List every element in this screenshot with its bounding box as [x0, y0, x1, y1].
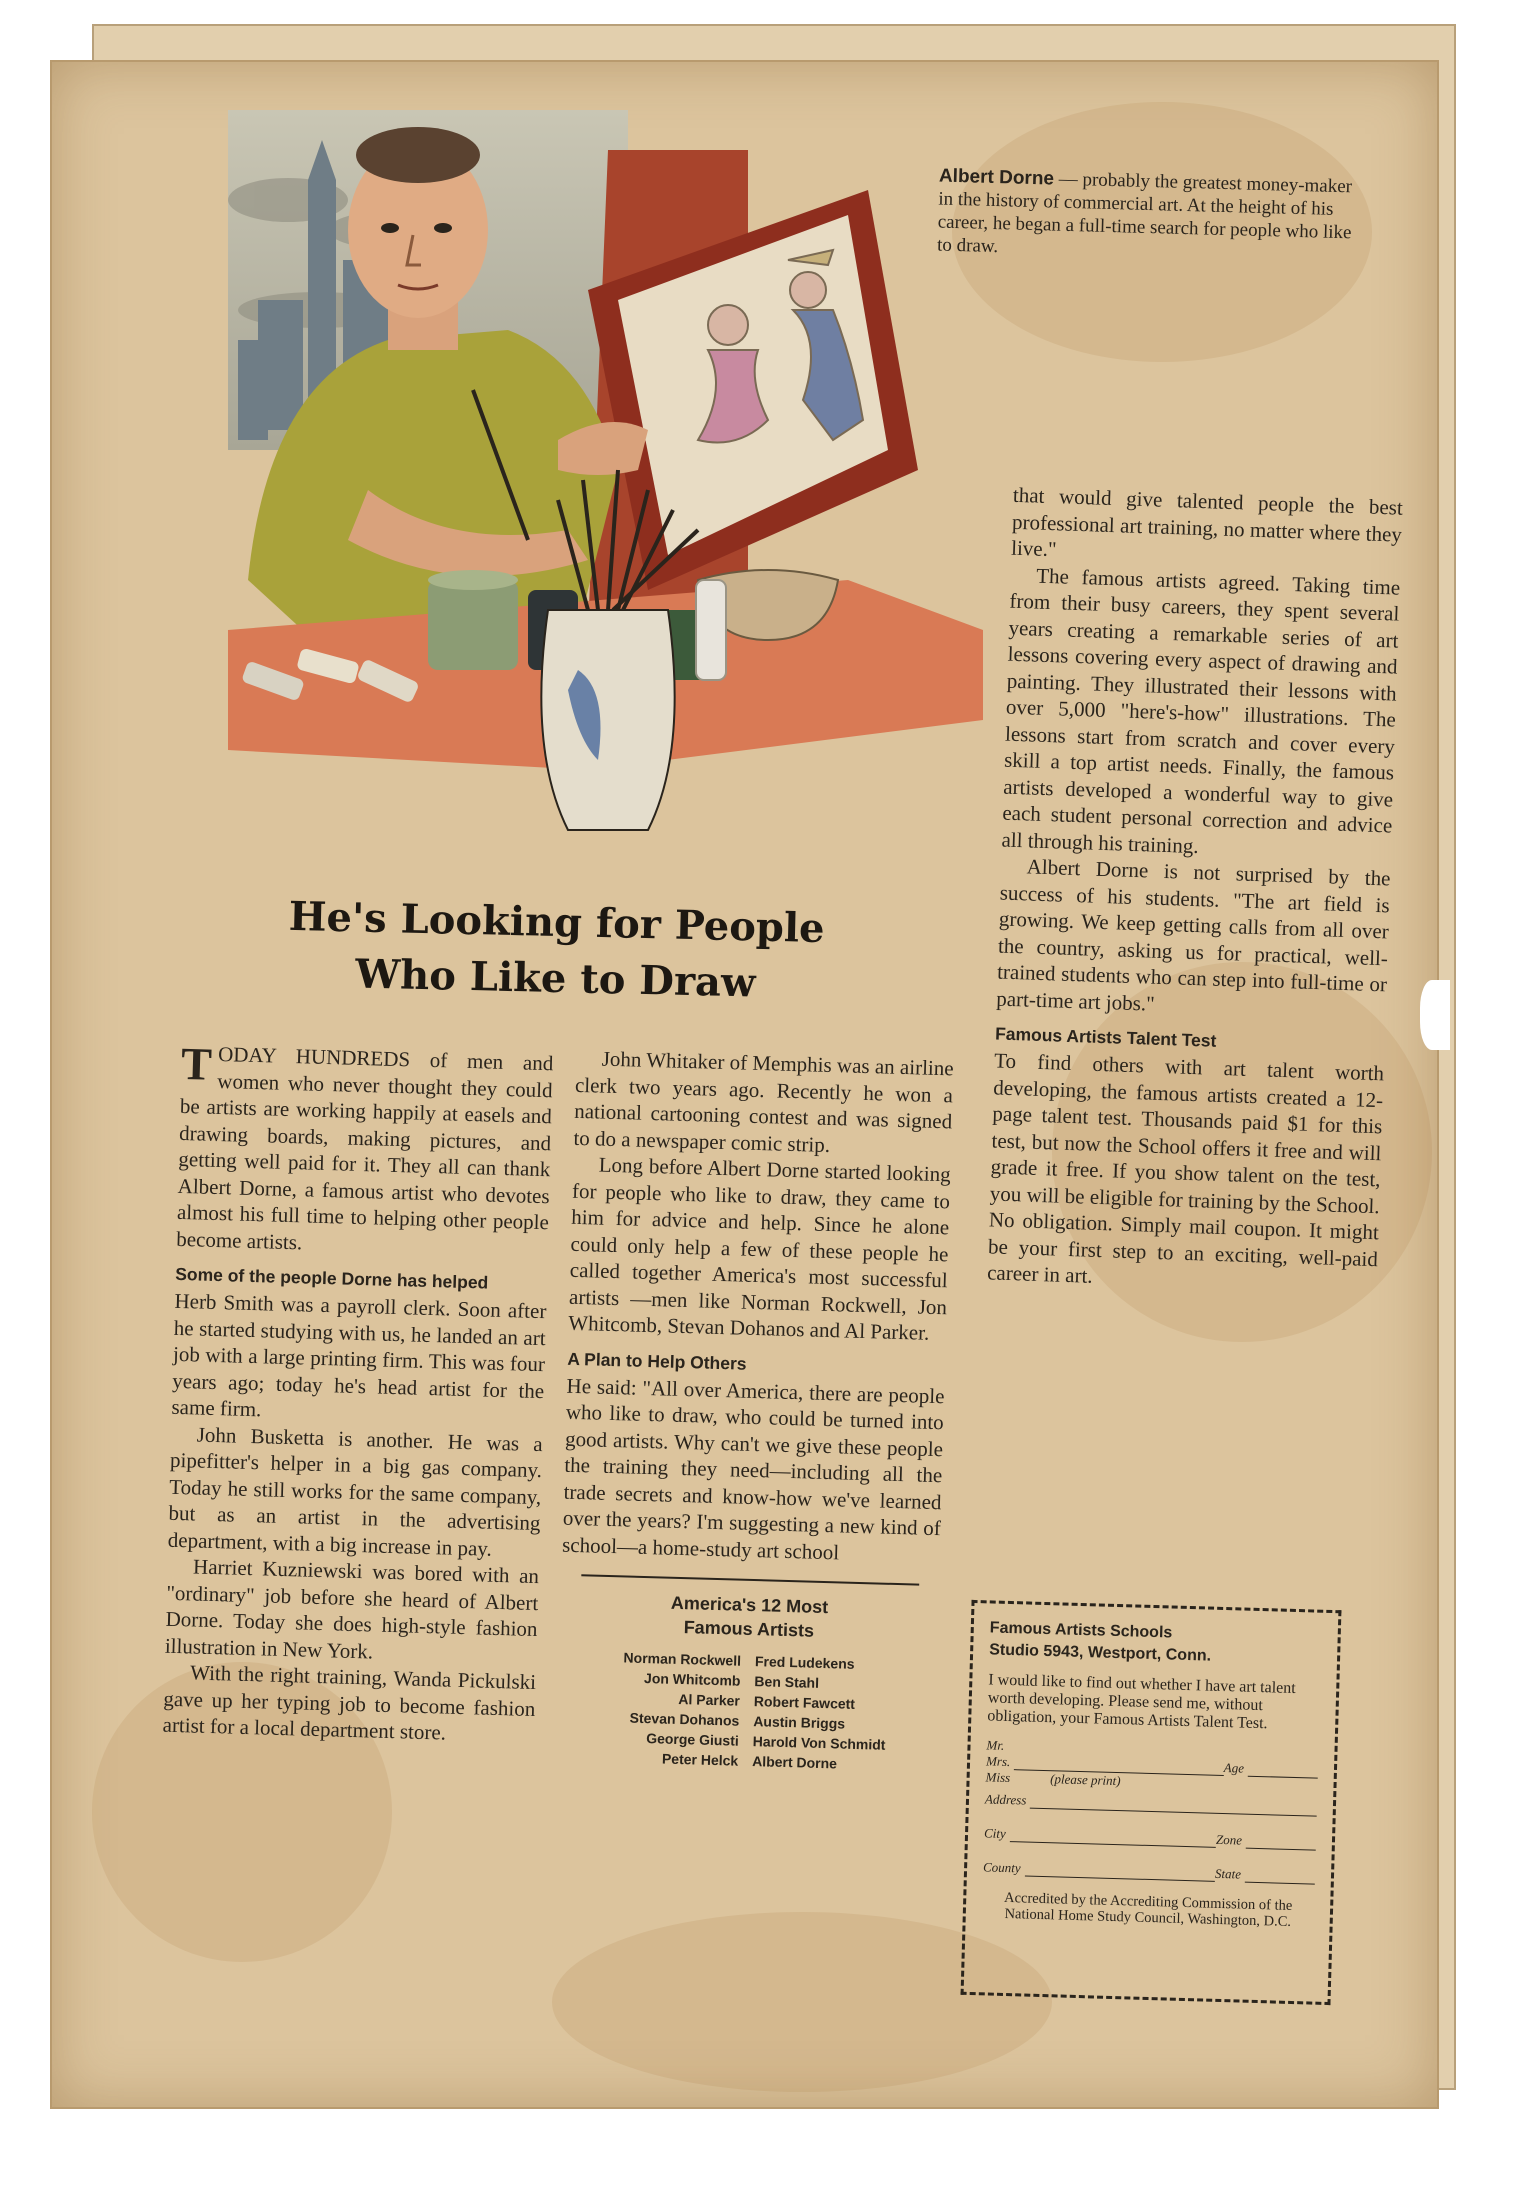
- artists-right-column: [752, 1651, 937, 1776]
- article-column-1: [162, 1037, 554, 1749]
- artist-name: Ben Stahl: [754, 1673, 820, 1691]
- headline-line-1: He's Looking for People: [288, 892, 826, 953]
- artist-name: Norman Rockwell: [623, 1649, 742, 1669]
- illustration-caption: [937, 165, 1359, 268]
- famous-artists-title: America's 12 Most Famous Artists: [670, 1592, 829, 1641]
- coupon-school: Famous Artists Schools: [989, 1619, 1173, 1642]
- artists-left-column: [556, 1646, 741, 1771]
- artist-illustration: [228, 110, 983, 900]
- ad-headline: [235, 888, 877, 1014]
- col3-paragraph-4: To find others with art talent worth developing, the famous artists created a 12-page talent test. Thousands paid $1 for this test, but now the School offers it free and will grade it free. If you show talent on the test, you will be eligible for training by the School. No obligation. Simply mail coupon. It might be your first step to an exciting, well-paid career in art.: [986, 1048, 1385, 1288]
- artist-name: Albert Dorne: [751, 1753, 838, 1772]
- col3-subhead: Famous Artists Talent Test: [994, 1023, 1217, 1051]
- glass-bottle: [696, 580, 726, 680]
- col2-paragraph-3: He said: "All over America, there are people who like to draw, who could be turned into good artists. Why can't we give these people the training they need—including all the trade secrets and know-how we've learned over the years? I'm suggesting a new kind of school—a home-study art school: [561, 1373, 945, 1564]
- coupon-studio: Studio 5943, Westport, Conn.: [988, 1641, 1212, 1665]
- torn-edge: [1420, 980, 1450, 1050]
- artist-name: Al Parker: [678, 1690, 741, 1709]
- col1-paragraph-2: Herb Smith was a payroll clerk. Soon after he started studying with us, he landed an art job with a large printing firm. This was four years ago; today he's head artist for the same firm.: [171, 1288, 547, 1422]
- col1-paragraph-4: Harriet Kuzniewski was bored with an "ordinary" job before she heard of Albert Dorne. Today she does high-style fashion illustration in New York.: [164, 1554, 540, 1664]
- article-column-2: [556, 1045, 954, 1776]
- artist-name: Austin Briggs: [753, 1713, 846, 1732]
- famous-artists-list: [556, 1646, 937, 1777]
- artist-name: Jon Whitcomb: [643, 1670, 741, 1689]
- col3-paragraph-1: that would give talented people the best professional art training, no matter where they live.": [1010, 482, 1404, 562]
- col1-paragraph-3: John Busketta is another. He was a pipefitter's helper in a big gas company. Today he still works for the same company, but as an artist in the advertising department, with a big increase in pay.: [167, 1422, 544, 1561]
- col2-paragraph-1: John Whitaker of Memphis was an airline clerk two years ago. Recently he won a national cartooning contest and was signed to do a newspaper comic strip.: [573, 1046, 954, 1157]
- col1-paragraph-5: With the right training, Wanda Pickulski gave up her typing job to become fashion artist for a local department store.: [162, 1660, 537, 1745]
- accreditation-note: Accredited by the Accrediting Commission of the National Home Study Council, Washington, D.C.: [1003, 1889, 1293, 1930]
- drop-cap: T: [180, 1037, 213, 1090]
- coupon-request-text: I would like to find out whether I have art talent worth developing. Please send me, without obligation, your Famous Artists Talent Test.: [987, 1671, 1296, 1733]
- col3-paragraph-3: Albert Dorne is not surprised by the success of his students. "The art field is growing. We keep getting calls from all over the country, asking us for practical, well-trained students who can step into full-time or part-time art jobs.": [995, 854, 1391, 1016]
- coupon-county-state-field[interactable]: County State: [983, 1859, 1315, 1884]
- col2-subhead: A Plan to Help Others: [567, 1348, 747, 1374]
- mail-coupon[interactable]: [961, 1600, 1342, 2005]
- coupon-name-field[interactable]: Mrs. Age: [986, 1753, 1318, 1778]
- caption-name: Albert Dorne: [938, 165, 1055, 190]
- artist-name: Peter Helck: [661, 1750, 739, 1769]
- coupon-address-field[interactable]: Address: [985, 1791, 1317, 1816]
- coupon-mr-line: Mr.: [986, 1737, 1005, 1753]
- col1-paragraph-1: TODAY HUNDREDS of men and women who never thought they could be artists are working happily at easels and drawing boards, making pictures, and getting well paid for it. They all can thank Albert Dorne, a famous artist who devotes almost his full time to helping other people become artists.: [175, 1037, 554, 1254]
- artist-name: Harold Von Schmidt: [752, 1733, 886, 1753]
- headline-line-2: Who Like to Draw: [354, 950, 756, 1007]
- artist-name: Fred Ludekens: [754, 1653, 855, 1672]
- coupon-city-zone-field[interactable]: City Zone: [984, 1825, 1316, 1850]
- col3-paragraph-2: The famous artists agreed. Taking time from their busy careers, they spent several years creating a remarkable series of art lessons covering every aspect of drawing and painting. They illustrated their lessons with over 5,000 "here's-how" illustrations. The lessons start from scratch and cover every skill a top artist needs. Finally, the famous artists developed a wonderful way to give each student personal correction and advice all through his training.: [1001, 563, 1401, 858]
- caption-text: — probably the greatest money-maker in the history of commercial art. At the height of his career, he began a full-time search for people who like to draw.: [936, 168, 1353, 258]
- article-column-3: [987, 482, 1403, 1299]
- artist-name: George Giusti: [646, 1730, 739, 1749]
- col2-paragraph-2: Long before Albert Dorne started looking for people who like to draw, they came to him for advice and help. Since he alone could only help a few of these people he called together America's most successful artists —men like Norman Rockwell, Jon Whitcomb, Stevan Dohanos and Al Parker.: [568, 1152, 952, 1345]
- artist-name: Stevan Dohanos: [629, 1709, 740, 1729]
- coupon-miss-line: Miss (please print): [985, 1769, 1121, 1789]
- artist-name: Robert Fawcett: [753, 1693, 856, 1712]
- please-print-note: (please print): [1049, 1771, 1121, 1789]
- col1-subhead: Some of the people Dorne has helped: [175, 1263, 489, 1293]
- divider-rule: [581, 1574, 919, 1585]
